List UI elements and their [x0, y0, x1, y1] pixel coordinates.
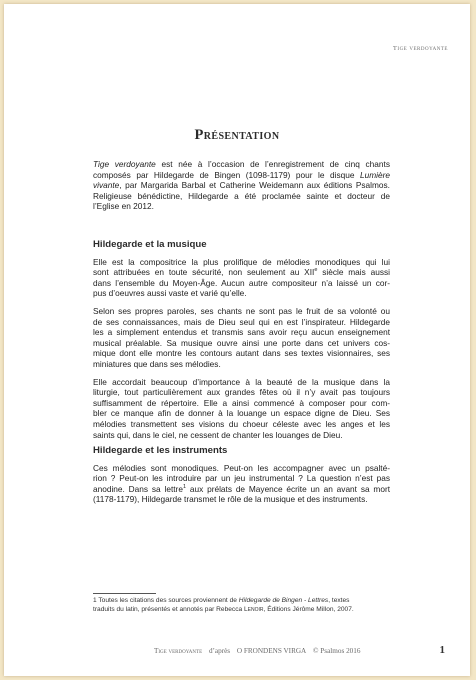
document-page — [4, 4, 470, 676]
footer-copyright: © Psalmos 2016 — [313, 647, 361, 655]
footer-after: d’après — [208, 647, 231, 655]
paragraph: Elle est la compositrice la plus prolifique de mélodies monodiques qui lui sont attribuées en toute sécurité, non seulement au XIIe siècle mais aussi dans l’ensemble du Moyen-Âge. Aucun autre compositeur n’a laissé un cor- pus d’oeuvres aussi vaste et varié qu’elle. — [93, 256, 390, 299]
paragraph: Selon ses propres paroles, ses chants ne sont pas le fruit de sa volonté ou de ses connaissances, mais de Dieu seul qui en est l’inspirateur. Hildegarde les a simplement entendus et transmis sans avoir reçu aucun enseignement musical préalable. Sa musique ouvre ainsi une porte dans cet univers cos- mique dont elle montre les contours autant dans ses textes visionnaires, ses miniatures que dans ses mélodies. — [93, 305, 390, 369]
footer-work: Tige verdoyante — [154, 647, 203, 655]
italic-album-title: Lumière — [360, 169, 390, 180]
footnote-ref[interactable]: 1 — [182, 484, 187, 491]
section-heading: Hildegarde et les instruments — [93, 445, 228, 456]
italic-title: Tige verdoyante — [93, 159, 156, 169]
section-instruments — [93, 446, 390, 505]
running-header: Tige verdoyante — [392, 45, 448, 52]
paragraph: Ces mélodies sont monodiques. Peut-on les accompagner avec un psalté- rion ? Peut-on les introduire par un jeu instrumental ? La question n’est pas anodine. Dans sa lettre$^1$ aux prélats de Mayence écrite un an avant sa mort (1178-1179), Hildegarde transmet le rôle de la musique et des instruments. — [93, 462, 391, 505]
intro-paragraph: Tige verdoyante est née à l’occasion de l’enregistrement de cinq chants composés par Hildegarde de Bingen (1098-1179) pour le disque Lumière vivante, par Margarida Barbal et Catherine Weidemann aux éditions Psalmos. Religieuse bénédictine, Hildegarde a été proclamée sainte et docteur de l’Eglise en 2012. — [93, 159, 390, 212]
section-heading: Hildegarde et la musique — [93, 239, 207, 250]
page-title: Présentation — [194, 127, 280, 143]
footnote: 1 Toutes les citations des sources proviennent de Hildegarde de Bingen - Lettres, textes traduits du latin, présentés et annotés par Rebecca Lenoir, Éditions Jérôme Millon, 2007. — [93, 597, 354, 613]
footer-source: O FRONDENS VIRGA — [236, 647, 307, 655]
italic-album-title-cont: vivante — [93, 180, 120, 191]
footnote-divider — [93, 593, 156, 594]
page-footer — [154, 647, 365, 655]
paragraph: Elle accordait beaucoup d’importance à la beauté de la musique dans la liturgie, tout particulièrement aux grandes fêtes où il n’y avait pas toujours suffisamment de répertoire. Elle a ainsi commencé à composer pour com- bler ce manque afin de donner à la louange un espace digne de Dieu. Ses mélodies transmettent ses visions du choeur céleste avec les anges et les saints qui, dans le ciel, ne cessent de chanter les louanges de Dieu. — [93, 376, 390, 440]
page-number: 1 — [439, 644, 445, 656]
section-musique — [93, 240, 390, 440]
